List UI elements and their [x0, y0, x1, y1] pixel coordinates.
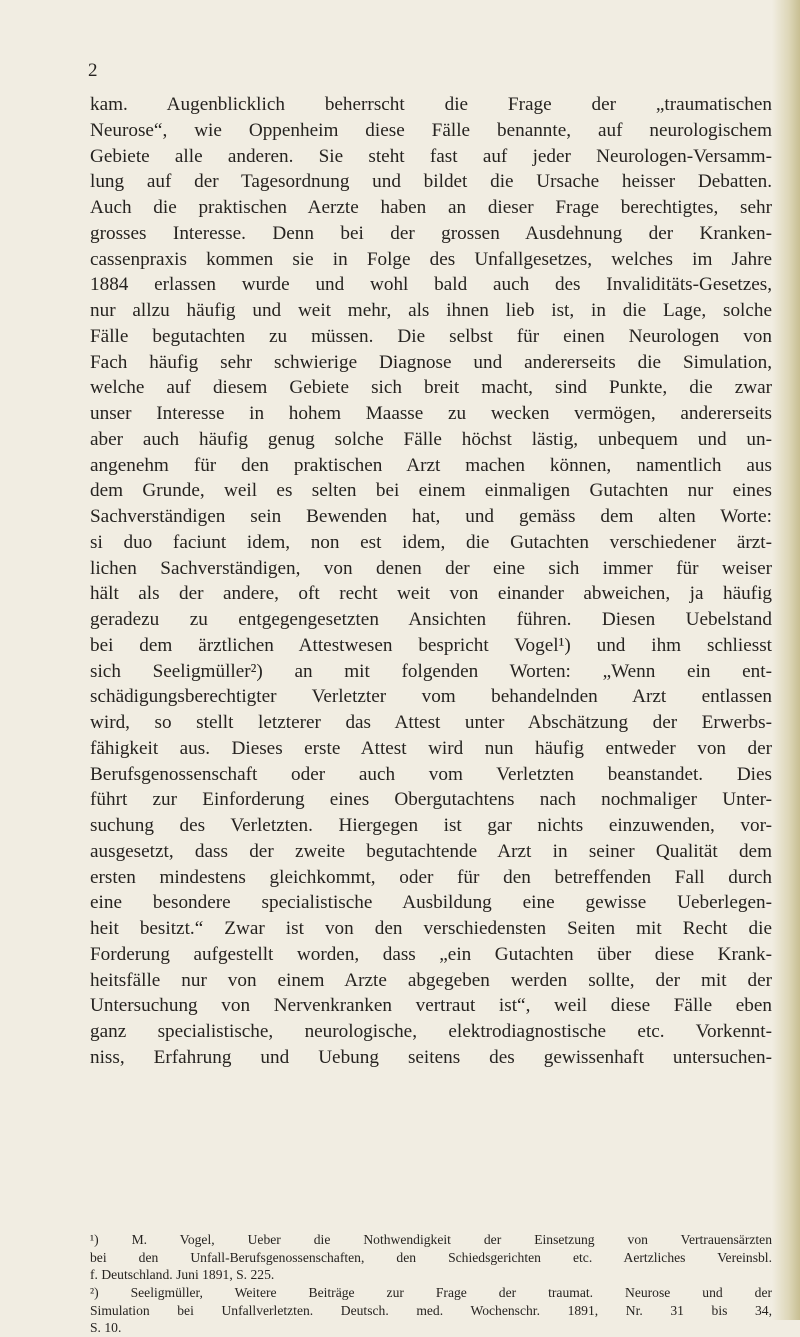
text-line: sich Seeligmüller²) an mit folgenden Worten: „Wenn ein ent-	[90, 660, 772, 682]
text-line: Sachverständigen sein Bewenden hat, und gemäss dem alten Worte:	[90, 506, 772, 527]
text-line: eine besondere specialistische Ausbildung eine gewisse Ueberlegen-	[90, 892, 772, 914]
text-line: nur allzu häufig und weit mehr, als ihnen lieb ist, in die Lage, solche	[90, 300, 772, 321]
text-line: wird, so stellt letzterer das Attest unter Abschätzung der Erwerbs-	[90, 712, 772, 733]
text-line: heitsfälle nur von einem Arzte abgegeben werden sollte, der mit der	[90, 969, 772, 991]
text-line: Forderung aufgestellt worden, dass „ein Gutachten über diese Krank-	[90, 943, 772, 965]
text-line: welche auf diesem Gebiete sich breit macht, sind Punkte, die zwar	[90, 377, 772, 399]
text-line: hält als der andere, oft recht weit von einander abweichen, ja häufig	[90, 583, 772, 605]
text-line: angenehm für den praktischen Arzt machen können, namentlich aus	[90, 454, 772, 476]
text-line: Berufsgenossenschaft oder auch vom Verletzten beanstandet. Dies	[90, 763, 772, 785]
text-line: Untersuchung von Nervenkranken vertraut ist“, weil diese Fälle eben	[90, 995, 772, 1017]
text-line: 1884 erlassen wurde und wohl bald auch des Invaliditäts-Gesetzes,	[90, 274, 772, 296]
text-line: grosses Interesse. Denn bei der grossen Ausdehnung der Kranken-	[90, 222, 772, 244]
footnote-line: f. Deutschland. Juni 1891, S. 225.	[90, 1267, 275, 1283]
text-line: Fälle begutachten zu müssen. Die selbst für einen Neurologen von	[90, 325, 772, 347]
text-line: Auch die praktischen Aerzte haben an dieser Frage berechtigtes, sehr	[90, 197, 772, 218]
text-line: geradezu zu entgegengesetzten Ansichten führen. Diesen Uebelstand	[90, 609, 772, 630]
footnotes	[90, 1231, 772, 1337]
text-line: lung auf der Tagesordnung und bildet die Ursache heisser Debatten.	[90, 171, 772, 193]
text-line: ausgesetzt, dass der zweite begutachtende Arzt in seiner Qualität dem	[90, 840, 772, 862]
footnote-line: ²) Seeligmüller, Weitere Beiträge zur Frage der traumat. Neurose und der	[90, 1285, 772, 1301]
footnote-line: bei den Unfall-Berufsgenossenschaften, den Schiedsgerichten etc. Aertzliches Vereinsbl.	[90, 1249, 772, 1265]
text-line: fähigkeit aus. Dieses erste Attest wird nun häufig entweder von der	[90, 737, 772, 759]
text-line: cassenpraxis kommen sie in Folge des Unfallgesetzes, welches im Jahre	[90, 248, 772, 270]
text-line: si duo faciunt idem, non est idem, die Gutachten verschiedener ärzt-	[90, 531, 772, 553]
text-line: Neurose“, wie Oppenheim diese Fälle benannte, auf neurologischem	[90, 119, 772, 141]
text-line: aber auch häufig genug solche Fälle höchst lästig, unbequem und un-	[90, 428, 772, 450]
text-line: dem Grunde, weil es selten bei einem einmaligen Gutachten nur eines	[90, 480, 772, 502]
text-line: ganz specialistische, neurologische, elektrodiagnostische etc. Vorkennt-	[90, 1021, 772, 1042]
footnote-line: S. 10.	[90, 1320, 122, 1336]
text-line: lichen Sachverständigen, von denen der eine sich immer für weiser	[90, 557, 772, 579]
text-line: führt zur Einforderung eines Obergutachtens nach nochmaliger Unter-	[90, 789, 772, 811]
text-line: unser Interesse in hohem Maasse zu wecken vermögen, andererseits	[90, 403, 772, 424]
text-line: Fach häufig sehr schwierige Diagnose und andererseits die Simulation,	[90, 351, 772, 373]
page-edge-shadow	[772, 0, 800, 1320]
text-line: Gebiete alle anderen. Sie steht fast auf jeder Neurologen-Versamm-	[90, 145, 772, 167]
text-line: suchung des Verletzten. Hiergegen ist gar nichts einzuwenden, vor-	[90, 815, 772, 836]
text-line: ersten mindestens gleichkommt, oder für den betreffenden Fall durch	[90, 866, 772, 888]
text-line: heit besitzt.“ Zwar ist von den verschiedensten Seiten mit Recht die	[90, 918, 772, 939]
footnote-line: ¹) M. Vogel, Ueber die Nothwendigkeit der Einsetzung von Vertrauensärzten	[90, 1232, 772, 1247]
page-number: 2	[88, 60, 98, 81]
text-line: kam. Augenblicklich beherrscht die Frage der „traumatischen	[90, 94, 772, 115]
footnote-line: Simulation bei Unfallverletzten. Deutsch. med. Wochenschr. 1891, Nr. 31 bis 34,	[90, 1302, 772, 1318]
text-line: bei dem ärztlichen Attestwesen bespricht Vogel¹) und ihm schliesst	[90, 634, 772, 656]
body-text	[90, 92, 772, 1071]
text-line: schädigungsberechtigter Verletzter vom behandelnden Arzt entlassen	[90, 686, 772, 708]
text-line: niss, Erfahrung und Uebung seitens des gewissenhaft untersuchen-	[90, 1046, 772, 1068]
